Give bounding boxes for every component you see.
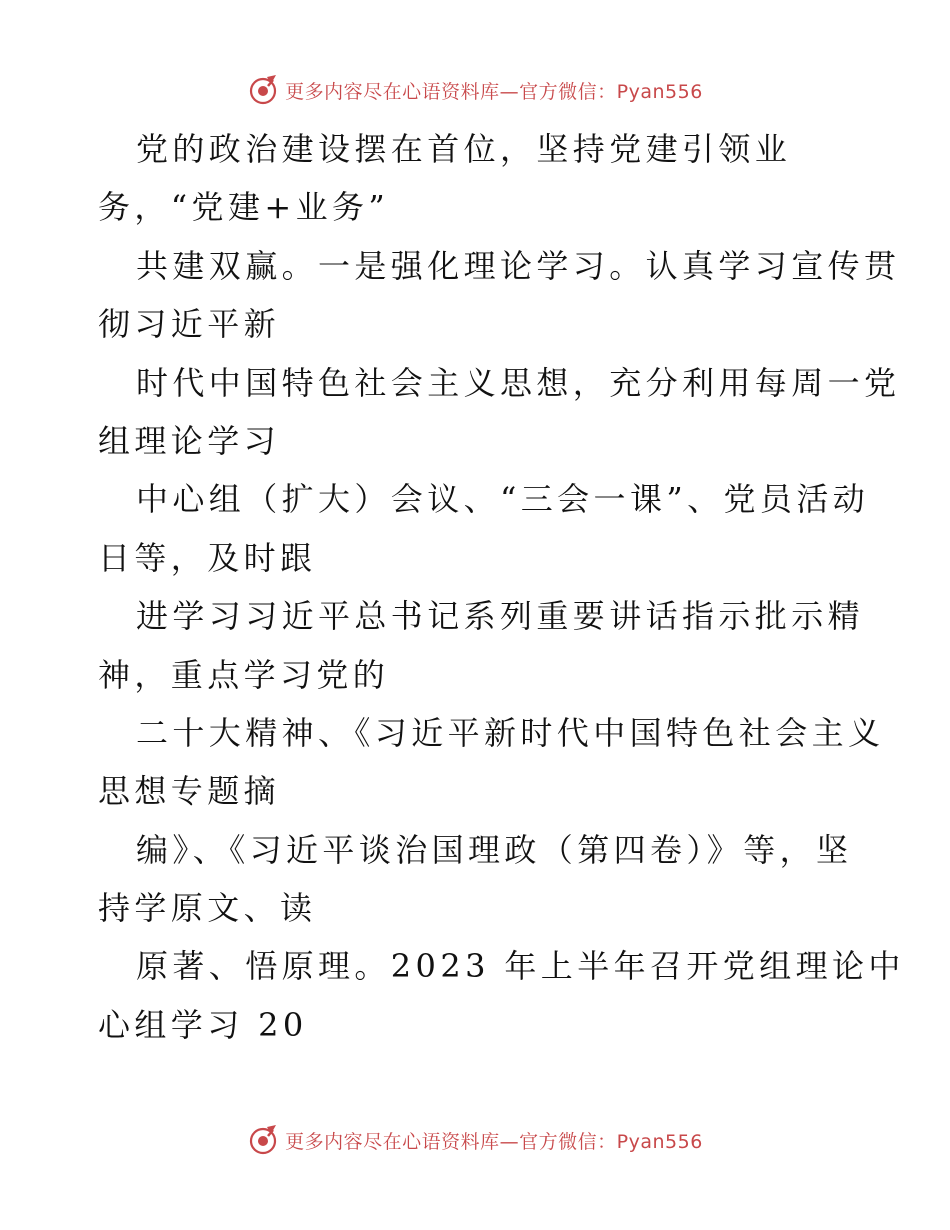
body-line: 日等，及时跟	[98, 538, 317, 577]
body-line: 彻习近平新	[98, 305, 281, 344]
body-line: 持学原文、读	[98, 889, 317, 928]
body-line: 务，“党建+业务”	[98, 188, 390, 227]
red-pen-circle-icon	[247, 74, 279, 106]
red-pen-circle-icon	[247, 1124, 279, 1156]
body-line: 共建双赢。一是强化理论学习。认真学习宣传贯	[136, 246, 901, 285]
body-line: 心组学习 20	[98, 1005, 308, 1044]
body-line: 时代中国特色社会主义思想，充分利用每周一党	[136, 363, 901, 402]
body-line: 组理论学习	[98, 421, 281, 460]
body-line: 党的政治建设摆在首位，坚持党建引领业	[136, 130, 792, 168]
body-line: 神，重点学习党的	[98, 655, 390, 694]
footer-banner	[0, 1120, 950, 1160]
document-body	[98, 120, 905, 1054]
body-line: 进学习习近平总书记系列重要讲话指示批示精	[136, 597, 865, 636]
footer-banner-text: 更多内容尽在心语资料库—官方微信：Pyan556	[285, 1130, 703, 1153]
header-banner-text: 更多内容尽在心语资料库—官方微信：Pyan556	[285, 80, 703, 103]
body-line: 编》、《习近平谈治国理政（第四卷）》等，坚	[136, 830, 853, 869]
body-line: 中心组（扩大）会议、“三会一课”、党员活动	[136, 480, 870, 519]
body-line: 思想专题摘	[98, 772, 281, 811]
body-line: 二十大精神、《习近平新时代中国特色社会主义	[136, 713, 885, 752]
body-line: 原著、悟原理。2023 年上半年召开党组理论中	[136, 947, 905, 986]
header-banner	[0, 70, 950, 110]
